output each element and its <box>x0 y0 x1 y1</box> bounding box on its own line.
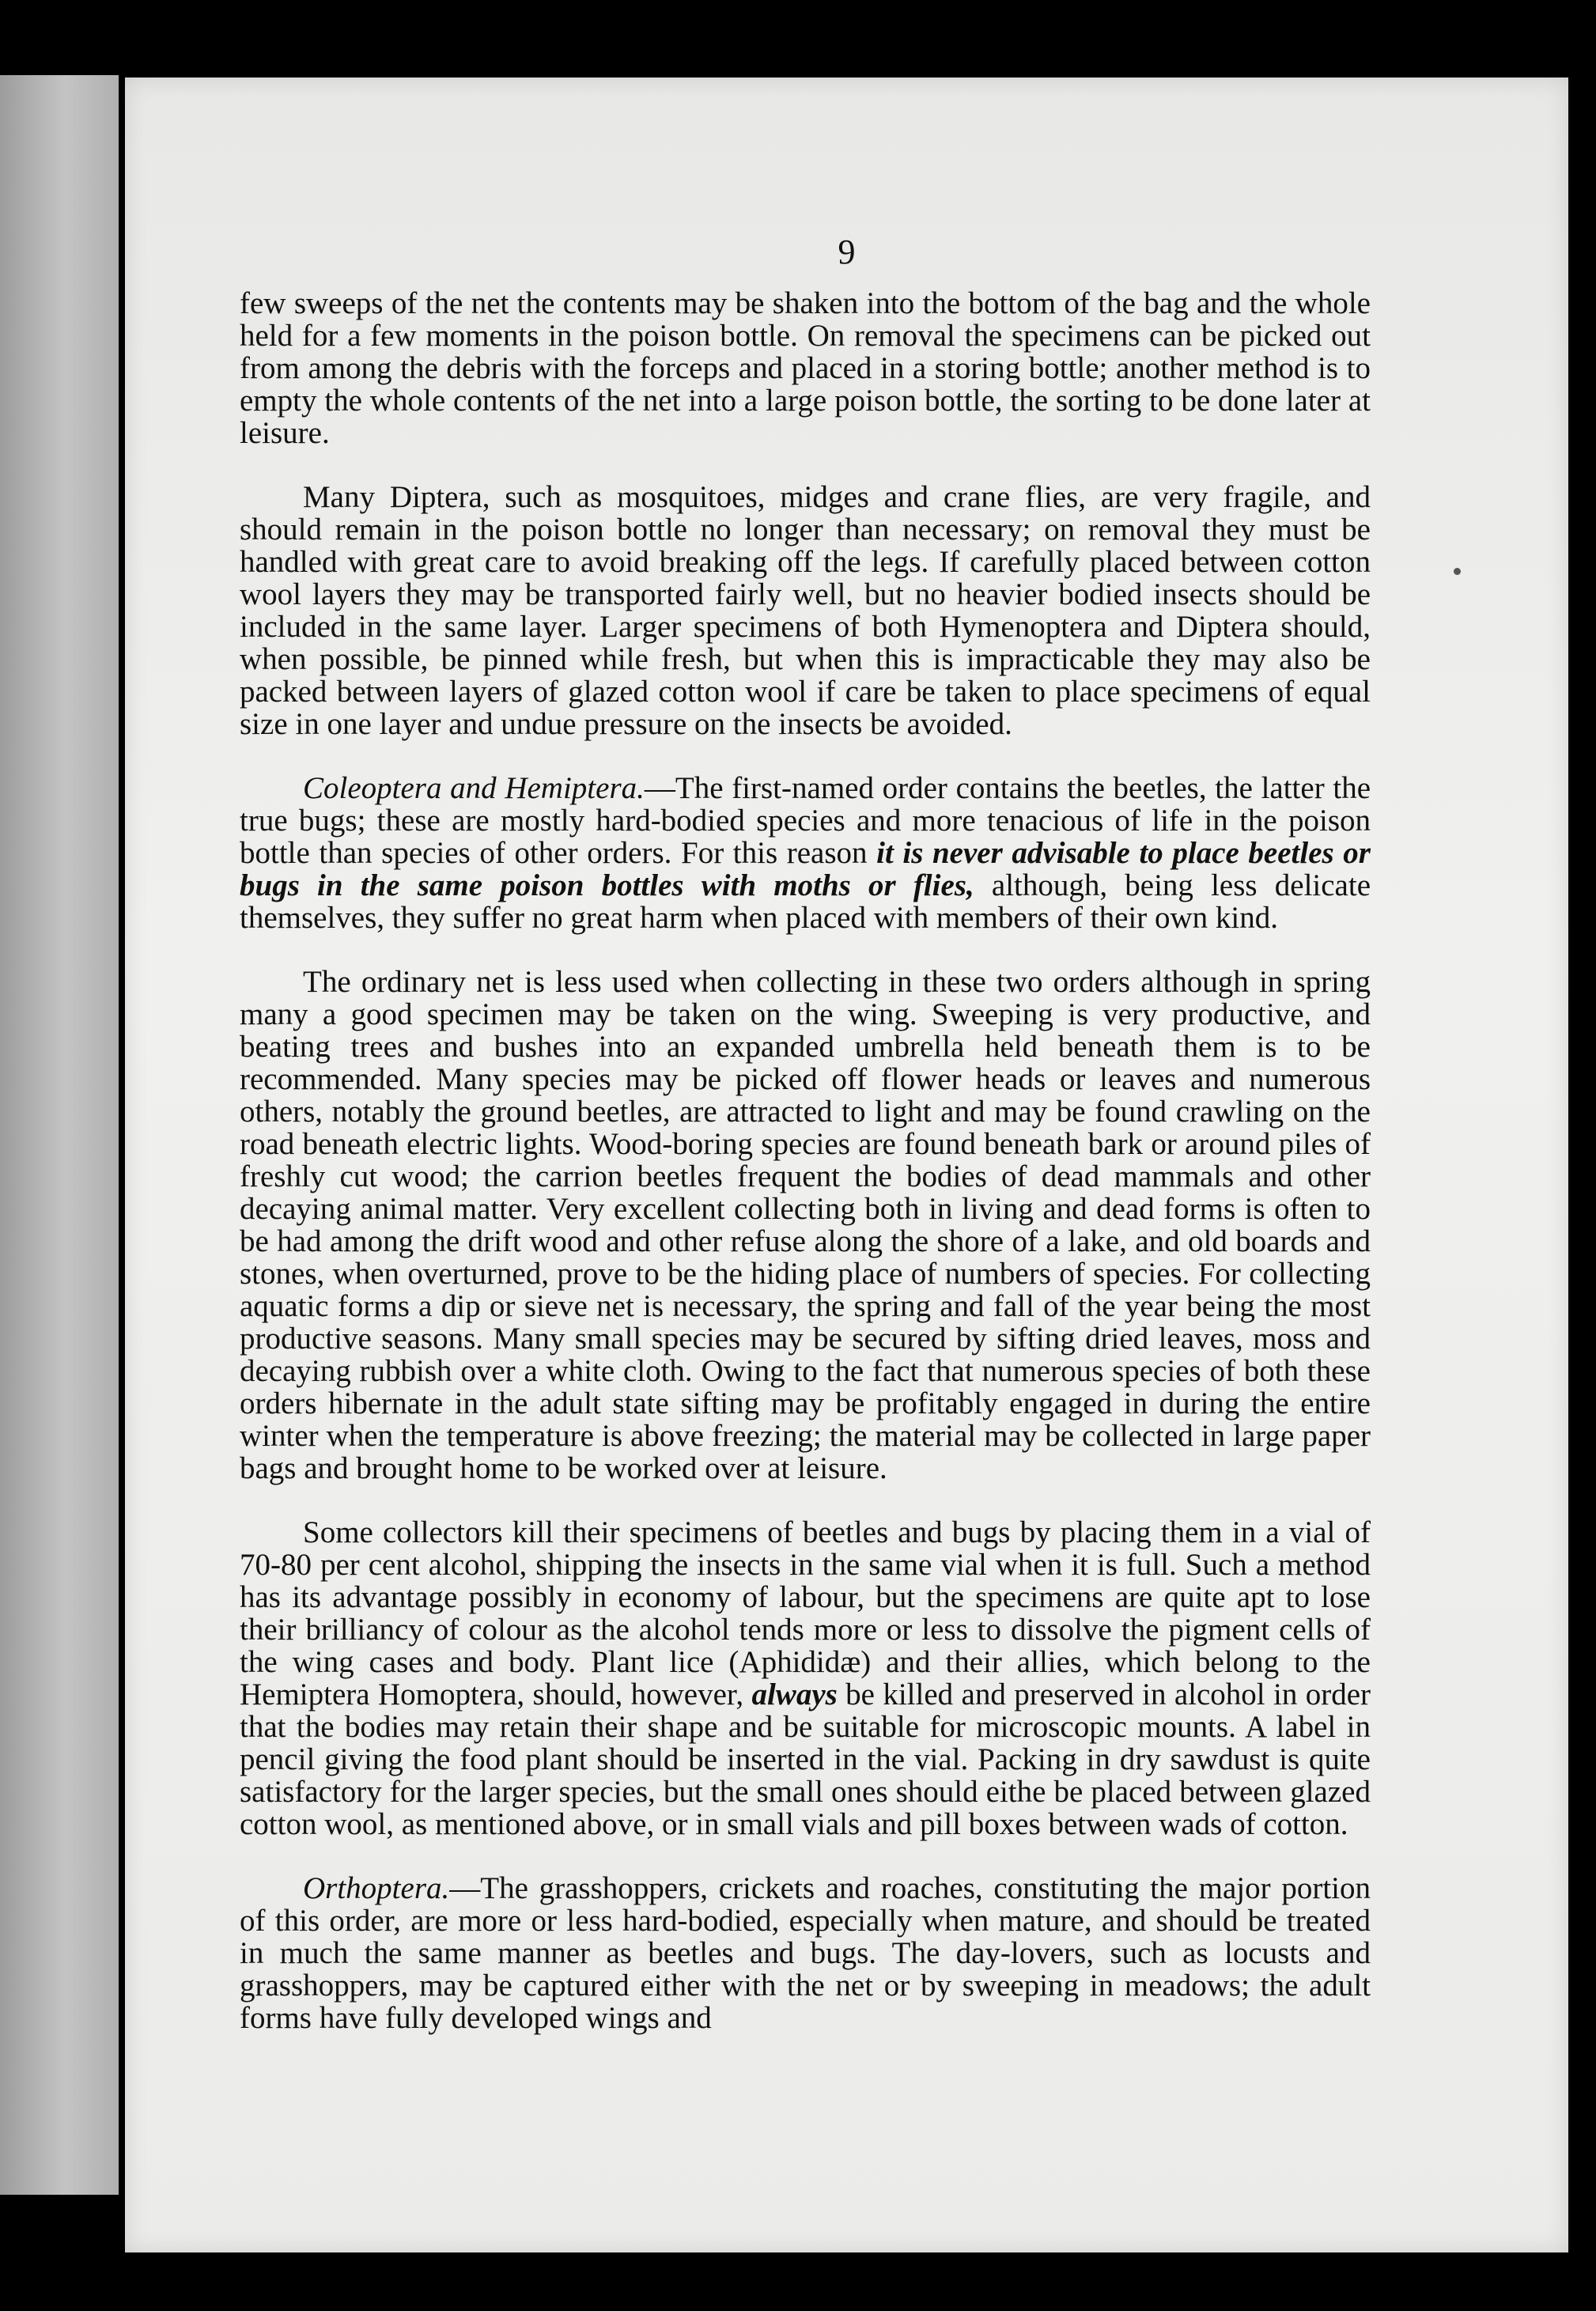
body-text <box>240 287 1371 2066</box>
paragraph-4: The ordinary net is less used when collecting in these two orders although in spring many a good specimen may be taken on the wing. Sweeping is very productive, and beating trees and bushes into an expanded umbrella held beneath them is to be recommended. Many species may be picked off flower heads or leaves and numerous others, notably the ground beetles, are attracted to light and may be found crawling on the road beneath electric lights. Wood-boring species are found beneath bark or around piles of freshly cut wood; the carrion beetles frequent the bodies of dead mammals and other decaying animal matter. Very excellent collecting both in living and dead forms is often to be had among the drift wood and other refuse along the shore of a lake, and old boards and stones, when overturned, prove to be the hiding place of numbers of species. For collecting aquatic forms a dip or sieve net is necessary, the spring and fall of the year being the most productive seasons. Many small species may be secured by sifting dried leaves, moss and decaying rubbish over a white cloth. Owing to the fact that numerous species of both these orders hibernate in the adult state sifting may be profitably engaged in during the entire winter when the temperature is above freezing; the material may be collected in large paper bags and brought home to be worked over at leisure. <box>240 965 1371 1485</box>
page-number: 9 <box>838 233 856 271</box>
paragraph-3-text-a: —The first-named order contains the beetles, the latter the true bugs; these are mostly hard-bodied species and more tenacious of life in the poison bottle than species of other orders. For this reason <box>240 771 1371 870</box>
document-page <box>125 78 1568 2252</box>
paragraph-1: few sweeps of the net the contents may be shaken into the bottom of the bag and the whole held for a few moments in the poison bottle. On removal the specimens can be picked out from among the debris with the forceps and placed in a storing bottle; another method is to empty the whole contents of the net into a large poison bottle, the sorting to be done later at leisure. <box>240 286 1371 450</box>
paragraph-5-text-a: Some collectors kill their specimens of beetles and bugs by placing them in a vial of 70-80 per cent alcohol, shipping the insects in the same vial when it is full. Such a method has its advantage possibly in economy of labour, but the specimens are quite apt to lose their brilliancy of colour as the alcohol tends more or less to dissolve the pigment cells of the wing cases and body. Plant lice (Aphididæ) and their allies, which belong to the Hemiptera Homoptera, should, however, <box>240 1515 1371 1712</box>
margin-dot-mark <box>1454 568 1461 575</box>
paragraph-2: Many Diptera, such as mosquitoes, midges and crane flies, are very fragile, and should remain in the poison bottle no longer than necessary; on removal they must be handled with great care to avoid breaking off the legs. If carefully placed between cotton wool layers they may be transported fairly well, but no heavier bodied insects should be included in the same layer. Larger specimens of both Hymenoptera and Diptera should, when possible, be pinned while fresh, but when this is impracticable they may also be packed between layers of glazed cotton wool if care be taken to place specimens of equal size in one layer and undue pressure on the insects be avoided. <box>240 480 1371 741</box>
paragraph-6 <box>240 1872 1371 2034</box>
paragraph-3-text-b: although, being less delicate themselves, they suffer no great harm when placed with members of their own kind. <box>240 868 1371 935</box>
paragraph-5 <box>240 1516 1371 1840</box>
paragraph-5-text-b: be killed and preserved in alcohol in order that the bodies may retain their shape and be suitable for microscopic mounts. A label in pencil giving the food plant should be inserted in the vial. Packing in dry sawdust is quite satisfactory for the larger species, but the small ones should eithe be placed between glazed cotton wool, as mentioned above, or in small vials and pill boxes between wads of cotton. <box>240 1677 1371 1841</box>
section-heading-coleoptera-hemiptera: Coleoptera and Hemiptera. <box>303 771 645 805</box>
paragraph-6-text-a: —The grasshoppers, crickets and roaches, constituting the major portion of this order, are more or less hard-bodied, especially when mature, and should be treated in much the same manner as beetles and bugs. The day-lovers, such as locusts and grasshoppers, may be captured either with the net or by sweeping in meadows; the adult forms have fully developed wings and <box>240 1871 1371 2035</box>
left-page-edge <box>0 75 119 2195</box>
paragraph-3-emphasis: it is never advisable to place beetles or bugs in the same poison bottles with moths or flies, <box>240 836 1371 902</box>
section-heading-orthoptera: Orthoptera. <box>303 1871 450 1905</box>
paragraph-3 <box>240 772 1371 934</box>
paragraph-5-emphasis: always <box>751 1677 838 1712</box>
